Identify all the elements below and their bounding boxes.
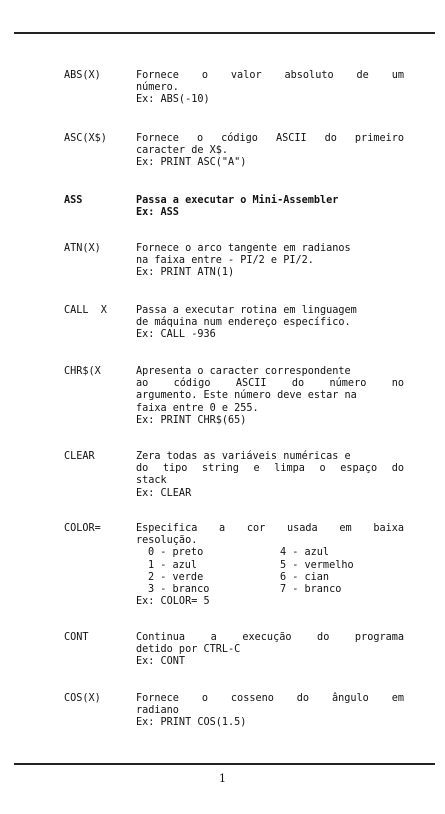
command-description <box>136 693 404 730</box>
command-name: ASS <box>64 195 83 206</box>
description-line: número. <box>136 82 179 94</box>
top-rule <box>14 32 435 34</box>
description-line: stack <box>136 475 167 487</box>
description-line: de máquina num endereço específico. <box>136 317 351 329</box>
description-line: resolução. <box>136 535 198 547</box>
description-line: na faixa entre - PI/2 e PI/2. <box>136 255 314 267</box>
example-line: Ex: PRINT ASC("A") <box>136 157 247 169</box>
example-line: Ex: CALL -936 <box>136 329 216 341</box>
page-number: 1 <box>219 772 226 785</box>
example-line: Ex: PRINT COS(1.5) <box>136 717 247 729</box>
example-line: Ex: CLEAR <box>136 487 192 499</box>
description-line: faixa entre 0 e 255. <box>136 402 259 414</box>
command-description <box>136 451 404 500</box>
color-item: 6 - cian <box>280 571 330 583</box>
description-line: do tipo string e limpa o espaço do <box>136 463 404 475</box>
command-name: CALL X <box>64 305 107 316</box>
description-line: Fornece o cosseno do ângulo em <box>136 693 404 704</box>
color-item: 0 - preto <box>148 547 204 559</box>
command-name: CLEAR <box>64 451 95 462</box>
command-name: COS(X) <box>64 693 101 704</box>
example-line: Ex: CONT <box>136 656 186 668</box>
command-description <box>136 133 404 170</box>
description-line: Passa a executar o Mini-Assembler <box>136 195 339 206</box>
description-line: Zera todas as variáveis numéricas e <box>136 451 351 462</box>
command-description <box>136 523 404 608</box>
description-line: Fornece o valor absoluto de um <box>136 70 404 81</box>
description-line: caracter de X$. <box>136 145 229 157</box>
description-line: ao código ASCII do número no <box>136 378 404 390</box>
command-name: CONT <box>64 632 89 643</box>
command-description <box>136 243 404 280</box>
color-item: 5 - vermelho <box>280 559 354 571</box>
command-name: COLOR= <box>64 523 101 534</box>
command-name: ASC(X$) <box>64 133 107 144</box>
color-item: 7 - branco <box>280 584 342 596</box>
command-description <box>136 366 404 427</box>
description-line: Apresenta o caracter correspondente <box>136 366 351 377</box>
bottom-rule <box>14 763 435 765</box>
color-item: 4 - azul <box>280 547 330 559</box>
command-name: ATN(X) <box>64 243 101 254</box>
color-item: 1 - azul <box>148 559 198 571</box>
color-item: 2 - verde <box>148 571 204 583</box>
command-description <box>136 305 404 342</box>
command-description <box>136 70 404 107</box>
color-item: 3 - branco <box>148 584 210 596</box>
example-line: Ex: ASS <box>136 207 179 219</box>
example-line: Ex: COLOR= 5 <box>136 596 210 608</box>
example-line: Ex: PRINT CHR$(65) <box>136 414 247 426</box>
description-line: Passa a executar rotina em linguagem <box>136 305 357 316</box>
description-line: Especifica a cor usada em baixa <box>136 523 404 534</box>
example-line: Ex: ABS(-10) <box>136 94 210 106</box>
description-line: argumento. Este número deve estar na <box>136 390 357 402</box>
example-line: Ex: PRINT ATN(1) <box>136 267 235 279</box>
description-line: Fornece o arco tangente em radianos <box>136 243 351 254</box>
description-line: Fornece o código ASCII do primeiro <box>136 133 404 144</box>
description-line: Continua a execução do programa <box>136 632 404 643</box>
command-description <box>136 632 404 669</box>
command-name: CHR$(X <box>64 366 101 377</box>
description-line: detido por CTRL-C <box>136 644 241 656</box>
color-table <box>136 547 404 596</box>
description-line: radiano <box>136 705 179 717</box>
command-description <box>136 195 404 219</box>
command-name: ABS(X) <box>64 70 101 81</box>
